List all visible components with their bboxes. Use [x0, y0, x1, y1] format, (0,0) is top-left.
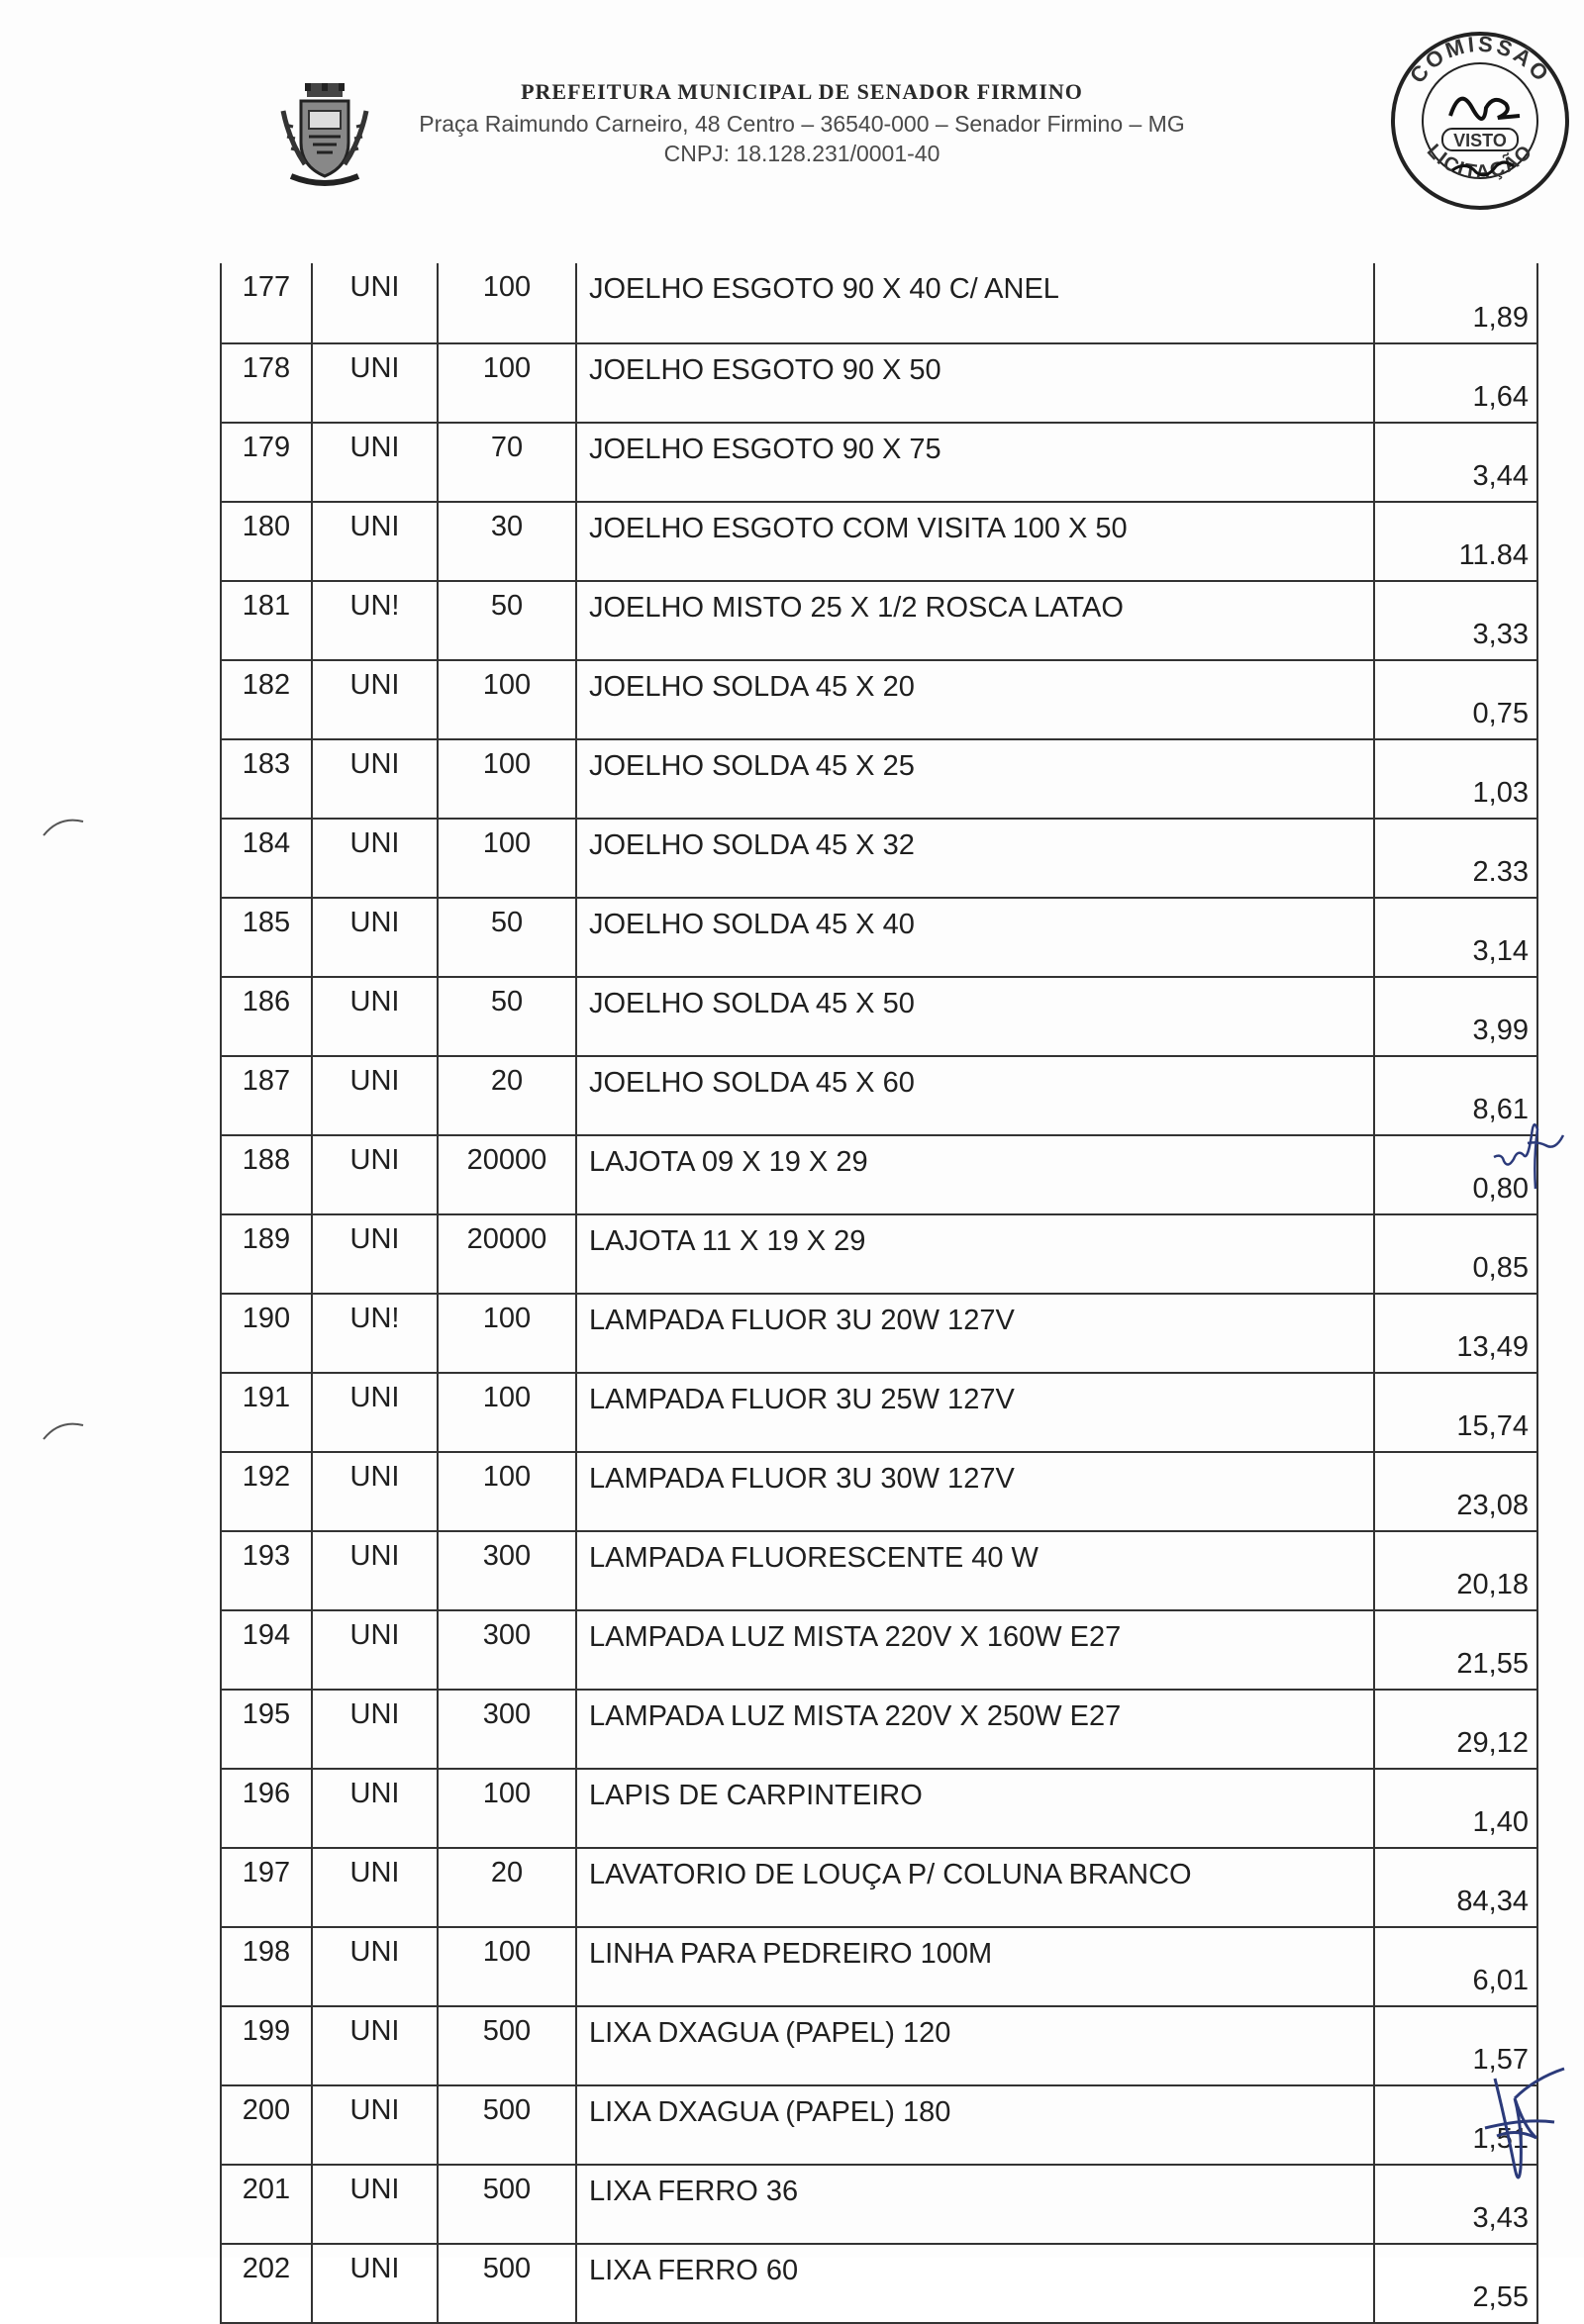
price-text: 23,08 [1456, 1490, 1529, 1521]
commission-stamp-icon [1381, 22, 1579, 220]
unit-text: UNI [349, 1144, 400, 1176]
item-number-cell [221, 1452, 312, 1531]
price-cell [1374, 581, 1537, 660]
quantity-text: 300 [482, 1619, 532, 1651]
description-cell [576, 2085, 1374, 2165]
table-row [221, 502, 1537, 581]
item-number-text: 184 [242, 827, 291, 859]
unit-text: UNI [349, 2015, 400, 2047]
item-number-cell [221, 1769, 312, 1848]
unit-text: UN! [349, 1303, 400, 1334]
price-text: 3,33 [1472, 619, 1529, 650]
price-text: 1,89 [1472, 302, 1529, 334]
quantity-text: 300 [482, 1698, 532, 1730]
item-number-cell [221, 977, 312, 1056]
table-row [221, 1294, 1537, 1373]
description-cell [576, 1452, 1374, 1531]
price-cell [1374, 2244, 1537, 2323]
unit-cell [312, 898, 438, 977]
price-cell [1374, 1690, 1537, 1769]
price-cell [1374, 1294, 1537, 1373]
quantity-cell [438, 581, 576, 660]
quantity-text: 50 [490, 590, 524, 622]
description-text: LAMPADA LUZ MISTA 220V X 250W E27 [589, 1700, 1122, 1732]
quantity-text: 30 [490, 511, 524, 542]
unit-cell [312, 660, 438, 739]
unit-text: UNI [349, 669, 400, 701]
unit-cell [312, 977, 438, 1056]
price-text: 0,80 [1472, 1173, 1529, 1205]
item-number-cell [221, 2165, 312, 2244]
quantity-cell [438, 2165, 576, 2244]
table-row [221, 1531, 1537, 1610]
item-number-text: 190 [242, 1303, 291, 1334]
item-number-text: 200 [242, 2094, 291, 2126]
unit-text: UNI [349, 1698, 400, 1730]
quantity-cell [438, 1848, 576, 1927]
header-address: Praça Raimundo Carneiro, 48 Centro – 36540-000 – Senador Firmino – MG [419, 111, 1185, 137]
header-title: PREFEITURA MUNICIPAL DE SENADOR FIRMINO [521, 79, 1083, 104]
quantity-cell [438, 502, 576, 581]
description-cell [576, 660, 1374, 739]
unit-text: UNI [349, 1857, 400, 1888]
price-text: 0,85 [1472, 1252, 1529, 1284]
price-text: 20,18 [1456, 1569, 1529, 1600]
price-text: 3,14 [1472, 935, 1529, 967]
unit-cell [312, 1610, 438, 1690]
description-cell [576, 1610, 1374, 1690]
item-number-text: 177 [242, 271, 291, 303]
quantity-cell [438, 1769, 576, 1848]
quantity-cell [438, 2085, 576, 2165]
svg-text:LICITAÇÃO: LICITAÇÃO [1422, 140, 1538, 184]
quantity-cell [438, 263, 576, 343]
item-number-cell [221, 1690, 312, 1769]
unit-cell [312, 819, 438, 898]
description-cell [576, 1056, 1374, 1135]
description-cell [576, 1373, 1374, 1452]
quantity-cell [438, 423, 576, 502]
quantity-cell [438, 1294, 576, 1373]
price-text: 3,99 [1472, 1015, 1529, 1046]
price-text: 1,51 [1472, 2123, 1529, 2155]
price-cell [1374, 423, 1537, 502]
item-number-text: 189 [242, 1223, 291, 1255]
item-number-cell [221, 660, 312, 739]
margin-mark-icon [40, 812, 99, 841]
item-number-text: 180 [242, 511, 291, 542]
item-number-cell [221, 819, 312, 898]
description-cell [576, 819, 1374, 898]
item-number-text: 187 [242, 1065, 291, 1097]
description-text: JOELHO SOLDA 45 X 40 [589, 909, 915, 940]
quantity-text: 100 [482, 271, 532, 303]
item-number-cell [221, 263, 312, 343]
price-text: 11.84 [1458, 539, 1529, 571]
unit-text: UNI [349, 2094, 400, 2126]
quantity-text: 100 [482, 669, 532, 701]
description-cell [576, 2165, 1374, 2244]
quantity-text: 100 [482, 748, 532, 780]
margin-mark-icon [40, 1415, 99, 1445]
quantity-text: 100 [482, 1382, 532, 1413]
signature-icon [1455, 2059, 1584, 2187]
price-cell [1374, 1927, 1537, 2006]
price-text: 13,49 [1456, 1331, 1529, 1363]
unit-text: UNI [349, 827, 400, 859]
description-cell [576, 1848, 1374, 1927]
price-cell [1374, 898, 1537, 977]
description-text: JOELHO SOLDA 45 X 50 [589, 988, 915, 1019]
table-row [221, 1135, 1537, 1214]
table-row [221, 581, 1537, 660]
price-cell [1374, 739, 1537, 819]
price-text: 1,40 [1472, 1806, 1529, 1838]
table-row [221, 2085, 1537, 2165]
description-cell [576, 502, 1374, 581]
description-text: LAPIS DE CARPINTEIRO [589, 1780, 923, 1811]
quantity-cell [438, 1135, 576, 1214]
price-text: 15,74 [1456, 1410, 1529, 1442]
price-cell [1374, 1373, 1537, 1452]
item-number-text: 181 [242, 590, 291, 622]
unit-cell [312, 1848, 438, 1927]
price-text: 0,75 [1472, 698, 1529, 729]
unit-cell [312, 1452, 438, 1531]
item-number-text: 199 [242, 2015, 291, 2047]
item-number-cell [221, 1214, 312, 1294]
table-row [221, 1690, 1537, 1769]
unit-text: UNI [349, 907, 400, 938]
description-text: JOELHO ESGOTO 90 X 50 [589, 354, 941, 386]
unit-text: UNI [349, 748, 400, 780]
description-text: LAJOTA 11 X 19 X 29 [589, 1225, 866, 1257]
item-number-cell [221, 423, 312, 502]
table-row [221, 2165, 1537, 2244]
description-cell [576, 1294, 1374, 1373]
unit-text: UNI [349, 2253, 400, 2284]
price-cell [1374, 1531, 1537, 1610]
unit-text: UNI [349, 1778, 400, 1809]
quantity-cell [438, 1373, 576, 1452]
description-cell [576, 739, 1374, 819]
quantity-cell [438, 343, 576, 423]
description-cell [576, 977, 1374, 1056]
svg-text:VISTO: VISTO [1453, 131, 1507, 150]
unit-text: UN! [349, 590, 400, 622]
items-table [220, 263, 1538, 2324]
quantity-cell [438, 898, 576, 977]
description-text: JOELHO SOLDA 45 X 60 [589, 1067, 915, 1099]
unit-cell [312, 343, 438, 423]
description-cell [576, 898, 1374, 977]
municipal-crest-icon [279, 81, 370, 188]
price-text: 84,34 [1456, 1886, 1529, 1917]
item-number-text: 191 [242, 1382, 291, 1413]
quantity-text: 20 [490, 1857, 524, 1888]
unit-cell [312, 1531, 438, 1610]
quantity-cell [438, 977, 576, 1056]
item-number-text: 194 [242, 1619, 291, 1651]
item-number-text: 201 [242, 2174, 291, 2205]
description-text: LAMPADA LUZ MISTA 220V X 160W E27 [589, 1621, 1122, 1653]
item-number-text: 196 [242, 1778, 291, 1809]
description-text: LAVATORIO DE LOUÇA P/ COLUNA BRANCO [589, 1859, 1192, 1890]
table-row [221, 263, 1537, 343]
unit-cell [312, 2006, 438, 2085]
item-number-text: 202 [242, 2253, 291, 2284]
unit-cell [312, 502, 438, 581]
description-text: LIXA FERRO 60 [589, 2255, 799, 2286]
quantity-cell [438, 819, 576, 898]
unit-cell [312, 1056, 438, 1135]
description-text: LAMPADA FLUOR 3U 30W 127V [589, 1463, 1015, 1495]
unit-text: UNI [349, 1540, 400, 1572]
quantity-text: 300 [482, 1540, 532, 1572]
table-row [221, 1373, 1537, 1452]
price-text: 29,12 [1456, 1727, 1529, 1759]
item-number-text: 178 [242, 352, 291, 384]
description-text: JOELHO SOLDA 45 X 20 [589, 671, 915, 703]
item-number-text: 179 [242, 432, 291, 463]
item-number-text: 197 [242, 1857, 291, 1888]
unit-cell [312, 2244, 438, 2323]
price-text: 1,57 [1472, 2044, 1529, 2076]
table-row [221, 1927, 1537, 2006]
quantity-text: 50 [490, 907, 524, 938]
description-text: JOELHO SOLDA 45 X 25 [589, 750, 915, 782]
quantity-cell [438, 1531, 576, 1610]
description-text: LAJOTA 09 X 19 X 29 [589, 1146, 868, 1178]
description-text: JOELHO ESGOTO 90 X 75 [589, 434, 941, 465]
unit-cell [312, 1769, 438, 1848]
price-cell [1374, 660, 1537, 739]
description-text: LAMPADA FLUOR 3U 25W 127V [589, 1384, 1015, 1415]
quantity-text: 70 [490, 432, 524, 463]
table-row [221, 898, 1537, 977]
description-cell [576, 581, 1374, 660]
unit-cell [312, 423, 438, 502]
price-text: 1,64 [1472, 381, 1529, 413]
item-number-cell [221, 739, 312, 819]
table-row [221, 1848, 1537, 1927]
description-cell [576, 1927, 1374, 2006]
unit-cell [312, 1373, 438, 1452]
unit-cell [312, 1214, 438, 1294]
unit-text: UNI [349, 271, 400, 303]
item-number-text: 185 [242, 907, 291, 938]
item-number-cell [221, 1294, 312, 1373]
quantity-cell [438, 739, 576, 819]
unit-cell [312, 1690, 438, 1769]
description-text: JOELHO SOLDA 45 X 32 [589, 829, 915, 861]
description-text: LINHA PARA PEDREIRO 100M [589, 1938, 993, 1970]
price-text: 1,03 [1472, 777, 1529, 809]
quantity-cell [438, 2244, 576, 2323]
quantity-text: 100 [482, 1936, 532, 1968]
price-text: 2.33 [1472, 856, 1529, 888]
description-text: LAMPADA FLUOR 3U 20W 127V [589, 1305, 1015, 1336]
header-cnpj: CNPJ: 18.128.231/0001-40 [663, 141, 940, 166]
quantity-text: 50 [490, 986, 524, 1017]
description-text: LIXA FERRO 36 [589, 2176, 799, 2207]
quantity-text: 20000 [466, 1144, 547, 1176]
description-cell [576, 2244, 1374, 2323]
unit-text: UNI [349, 1382, 400, 1413]
quantity-text: 100 [482, 827, 532, 859]
price-cell [1374, 819, 1537, 898]
price-cell [1374, 1610, 1537, 1690]
description-cell [576, 1690, 1374, 1769]
table-row [221, 739, 1537, 819]
table-row [221, 1056, 1537, 1135]
table-row [221, 2006, 1537, 2085]
price-text: 3,43 [1472, 2202, 1529, 2234]
quantity-text: 100 [482, 352, 532, 384]
unit-text: UNI [349, 1461, 400, 1493]
quantity-text: 500 [482, 2253, 532, 2284]
description-text: JOELHO MISTO 25 X 1/2 ROSCA LATAO [589, 592, 1124, 624]
item-number-text: 186 [242, 986, 291, 1017]
quantity-cell [438, 1927, 576, 2006]
unit-text: UNI [349, 352, 400, 384]
quantity-cell [438, 1690, 576, 1769]
item-number-cell [221, 1373, 312, 1452]
price-text: 3,44 [1472, 460, 1529, 492]
unit-cell [312, 263, 438, 343]
table-row [221, 977, 1537, 1056]
quantity-text: 100 [482, 1303, 532, 1334]
table-row [221, 1452, 1537, 1531]
item-number-cell [221, 2244, 312, 2323]
quantity-text: 500 [482, 2174, 532, 2205]
price-cell [1374, 263, 1537, 343]
table-row [221, 819, 1537, 898]
item-number-cell [221, 2085, 312, 2165]
unit-text: UNI [349, 1065, 400, 1097]
unit-cell [312, 1294, 438, 1373]
unit-cell [312, 1135, 438, 1214]
description-text: LIXA DXAGUA (PAPEL) 180 [589, 2096, 951, 2128]
item-number-cell [221, 502, 312, 581]
description-cell [576, 1214, 1374, 1294]
quantity-text: 100 [482, 1778, 532, 1809]
quantity-text: 500 [482, 2094, 532, 2126]
item-number-text: 195 [242, 1698, 291, 1730]
item-number-cell [221, 1135, 312, 1214]
price-cell [1374, 977, 1537, 1056]
description-cell [576, 423, 1374, 502]
unit-text: UNI [349, 511, 400, 542]
description-text: LIXA DXAGUA (PAPEL) 120 [589, 2017, 951, 2049]
table-row [221, 343, 1537, 423]
unit-text: UNI [349, 1619, 400, 1651]
price-cell [1374, 1214, 1537, 1294]
item-number-text: 198 [242, 1936, 291, 1968]
item-number-cell [221, 343, 312, 423]
item-number-cell [221, 1610, 312, 1690]
quantity-cell [438, 2006, 576, 2085]
description-cell [576, 1135, 1374, 1214]
unit-cell [312, 2085, 438, 2165]
description-text: LAMPADA FLUORESCENTE 40 W [589, 1542, 1039, 1574]
price-text: 21,55 [1456, 1648, 1529, 1680]
quantity-cell [438, 1056, 576, 1135]
table-row [221, 660, 1537, 739]
description-cell [576, 2006, 1374, 2085]
quantity-text: 20000 [466, 1223, 547, 1255]
table-row [221, 2244, 1537, 2323]
item-number-cell [221, 2006, 312, 2085]
item-number-cell [221, 581, 312, 660]
table-row [221, 1610, 1537, 1690]
price-cell [1374, 1452, 1537, 1531]
table-row [221, 423, 1537, 502]
unit-text: UNI [349, 1936, 400, 1968]
price-cell [1374, 1848, 1537, 1927]
table-row [221, 1214, 1537, 1294]
unit-text: UNI [349, 1223, 400, 1255]
quantity-text: 100 [482, 1461, 532, 1493]
price-cell [1374, 502, 1537, 581]
unit-cell [312, 2165, 438, 2244]
item-number-text: 188 [242, 1144, 291, 1176]
description-cell [576, 343, 1374, 423]
price-text: 6,01 [1472, 1965, 1529, 1996]
price-text: 2,55 [1472, 2281, 1529, 2313]
item-number-text: 192 [242, 1461, 291, 1493]
item-number-cell [221, 1056, 312, 1135]
item-number-cell [221, 1848, 312, 1927]
item-number-text: 183 [242, 748, 291, 780]
quantity-text: 500 [482, 2015, 532, 2047]
description-text: JOELHO ESGOTO COM VISITA 100 X 50 [589, 513, 1128, 544]
item-number-cell [221, 898, 312, 977]
svg-text:COMISSÃO: COMISSÃO [1404, 31, 1556, 88]
item-number-text: 193 [242, 1540, 291, 1572]
unit-cell [312, 1927, 438, 2006]
quantity-cell [438, 1214, 576, 1294]
unit-cell [312, 739, 438, 819]
item-number-text: 182 [242, 669, 291, 701]
quantity-cell [438, 660, 576, 739]
description-cell [576, 263, 1374, 343]
description-cell [576, 1769, 1374, 1848]
unit-text: UNI [349, 986, 400, 1017]
item-number-cell [221, 1927, 312, 2006]
description-cell [576, 1531, 1374, 1610]
price-cell [1374, 343, 1537, 423]
unit-cell [312, 581, 438, 660]
unit-text: UNI [349, 2174, 400, 2205]
unit-text: UNI [349, 432, 400, 463]
price-text: 8,61 [1472, 1094, 1529, 1125]
quantity-text: 20 [490, 1065, 524, 1097]
price-cell [1374, 1769, 1537, 1848]
quantity-cell [438, 1452, 576, 1531]
quantity-cell [438, 1610, 576, 1690]
item-number-cell [221, 1531, 312, 1610]
description-text: JOELHO ESGOTO 90 X 40 C/ ANEL [589, 273, 1059, 305]
handwritten-initials-icon [1490, 1104, 1569, 1193]
table-row [221, 1769, 1537, 1848]
